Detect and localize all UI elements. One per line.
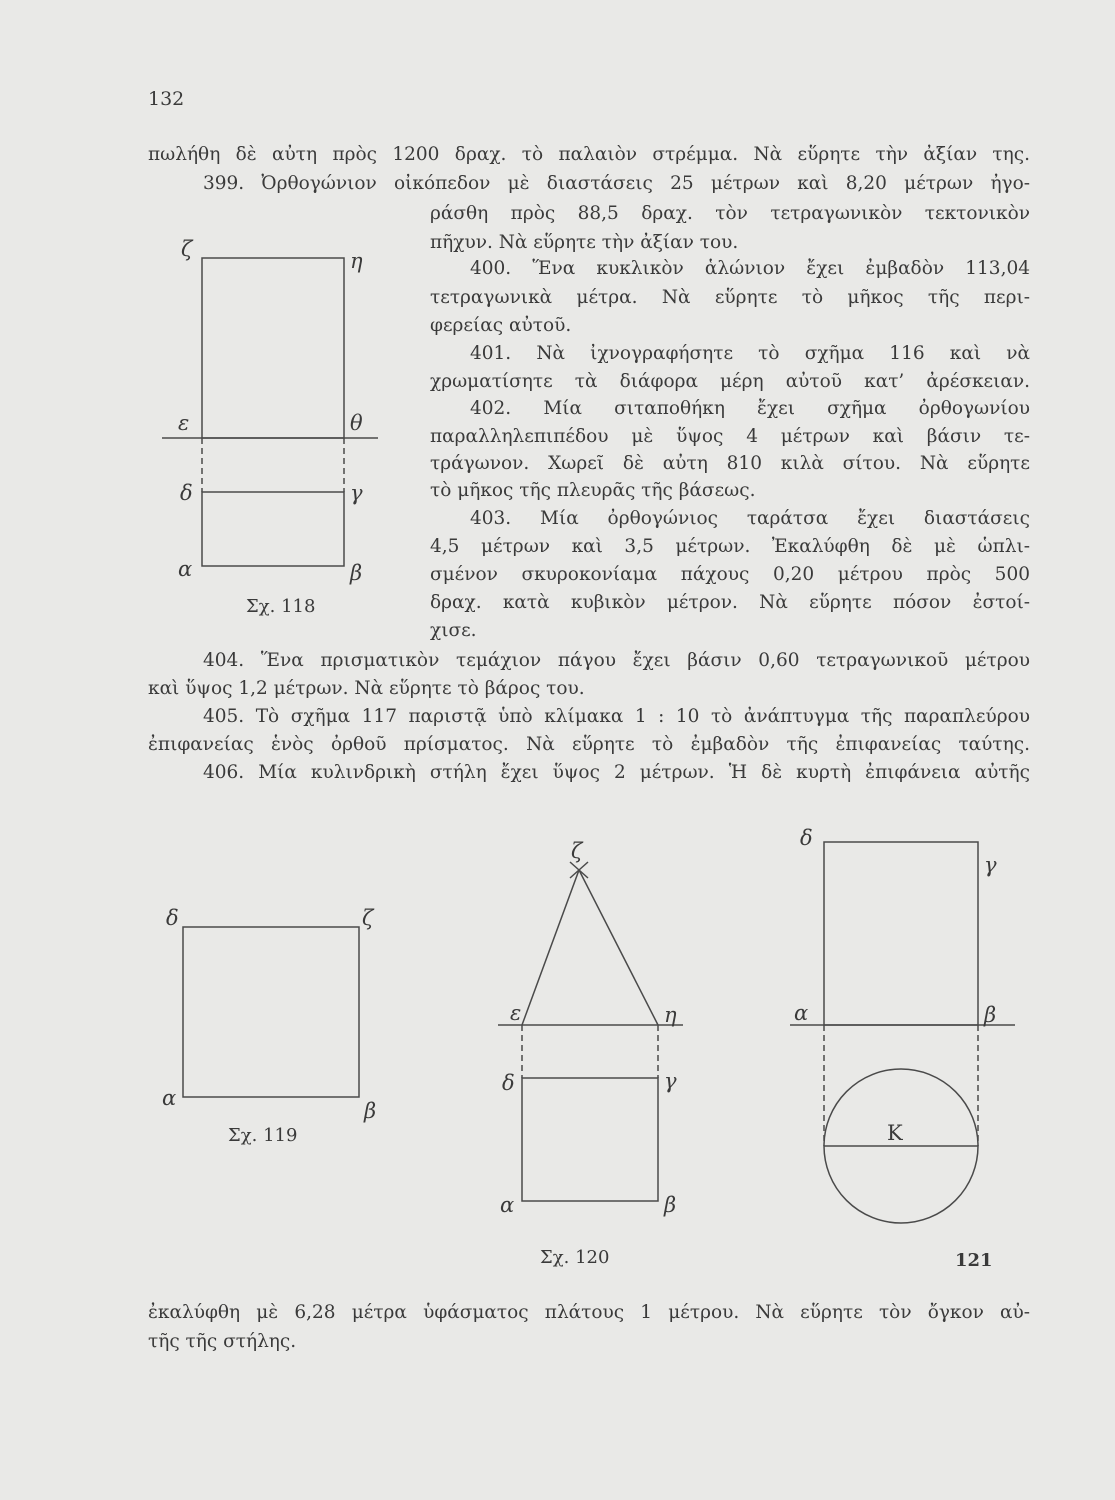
fig118-label-theta: θ [350,411,363,435]
text-line-4: πῆχυν. Νὰ εὕρητε τὴν ἀξίαν του. [430,232,739,253]
text-line-23: 406. Μία κυλινδρικὴ στήλη ἔχει ὕψος 2 μέτρων. Ἡ δὲ κυρτὴ ἐπιφάνεια αὐτῆς [203,762,1030,783]
fig119-label-delta: δ [166,906,179,930]
figure-120-caption: Σχ. 120 [540,1247,610,1268]
fig120-label-delta: δ [502,1071,515,1095]
text-line-22: ἐπιφανείας ἑνὸς ὀρθοῦ πρίσματος. Νὰ εὕρητε τὸ ἐμβαδὸν τῆς ἐπιφανείας ταύτης. [148,734,1030,755]
fig118-label-alpha: α [178,557,193,581]
text-line-12: τράγωνον. Χωρεῖ δὲ αὐτη 810 κιλὰ σίτου. Νὰ εὕρητε [430,453,1030,474]
fig120-label-beta: β [664,1193,677,1217]
fig120-label-gamma: γ [664,1069,677,1093]
text-line-25: τῆς τῆς στήλης. [148,1331,297,1352]
text-line-7: φερείας αὐτοῦ. [430,315,572,336]
figure-118-caption: Σχ. 118 [246,596,316,617]
text-line-24: ἐκαλύφθη μὲ 6,28 μέτρα ὑφάσματος πλάτους 1 μέτρου. Νὰ εὕρητε τὸν ὄγκον αὐ- [148,1302,1030,1323]
text-line-10: 402. Μία σιταποθήκη ἔχει σχῆμα ὀρθογωνίου [470,398,1030,419]
fig120-label-zeta: ζ [571,839,583,863]
fig119-square [183,927,359,1097]
fig121-label-beta: β [984,1003,997,1027]
fig119-label-beta: β [364,1099,377,1123]
figure-121-caption: 121 [955,1250,993,1271]
fig118-label-zeta: ζ [181,237,193,261]
fig118-label-beta: β [350,561,363,585]
text-line-1: πωλήθη δὲ αὐτη πρὸς 1200 δραχ. τὸ παλαιὸν στρέμμα. Νὰ εὕρητε τὴν ἀξίαν της. [148,144,1030,165]
text-line-15: 4,5 μέτρων καὶ 3,5 μέτρων. Ἐκαλύφθη δὲ μὲ ὡπλι- [430,536,1030,557]
fig121-label-kappa: Κ [887,1121,903,1145]
figure-121 [790,842,1015,1223]
text-line-14: 403. Μία ὀρθογώνιος ταράτσα ἔχει διαστάσεις [470,508,1030,529]
fig118-label-eta: η [350,249,363,273]
text-line-9: χρωματίσητε τὰ διάφορα μέρη αὐτοῦ κατ’ ἀρέσκειαν. [430,371,1030,392]
text-line-8: 401. Νὰ ἰχνογραφήσητε τὸ σχῆμα 116 καὶ νὰ [470,343,1030,364]
text-line-16: σμένον σκυροκονίαμα πάχους 0,20 μέτρου πρὸς 500 [430,564,1030,585]
page-number: 132 [148,88,185,110]
fig121-rect [824,842,978,1025]
figure-120 [498,862,683,1201]
fig120-label-epsilon: ε [510,1001,522,1025]
text-line-3: ράσθη πρὸς 88,5 δραχ. τὸν τετραγωνικὸν τεκτονικὸν [430,203,1030,224]
fig118-lower-rect [202,492,344,566]
text-line-18: χισε. [430,620,477,641]
figure-119 [183,927,359,1097]
fig121-label-delta: δ [800,826,813,850]
fig120-square [522,1078,658,1201]
text-line-17: δραχ. κατὰ κυβικὸν μέτρον. Νὰ εὕρητε πόσον ἐστοί- [430,592,1030,613]
figure-119-caption: Σχ. 119 [228,1125,298,1146]
fig120-label-eta: η [664,1003,677,1027]
fig118-upper-rect [202,258,344,438]
text-line-11: παραλληλεπιπέδου μὲ ὕψος 4 μέτρων καὶ βάσιν τε- [430,426,1030,447]
fig120-triangle-left [522,870,579,1025]
fig119-label-zeta: ζ [362,906,374,930]
fig121-label-alpha: α [794,1001,809,1025]
fig118-label-epsilon: ε [178,411,190,435]
text-line-20: καὶ ὕψος 1,2 μέτρων. Νὰ εὕρητε τὸ βάρος του. [148,678,585,699]
fig121-label-gamma: γ [984,853,997,877]
figure-118 [162,258,378,566]
fig118-label-gamma: γ [350,481,363,505]
fig119-label-alpha: α [162,1086,177,1110]
text-line-6: τετραγωνικὰ μέτρα. Νὰ εὕρητε τὸ μῆκος τῆς περι- [430,287,1030,308]
text-line-19: 404. Ἕνα πρισματικὸν τεμάχιον πάγου ἔχει βάσιν 0,60 τετραγωνικοῦ μέτρου [203,650,1030,671]
fig118-label-delta: δ [180,481,193,505]
text-line-21: 405. Τὸ σχῆμα 117 παριστᾷ ὑπὸ κλίμακα 1 : 10 τὸ ἀνάπτυγμα τῆς παραπλεύρου [203,706,1030,727]
text-line-5: 400. Ἕνα κυκλικὸν ἁλώνιον ἔχει ἐμβαδὸν 113,04 [470,258,1030,279]
fig120-label-alpha: α [500,1193,515,1217]
fig120-triangle-right [579,870,658,1025]
text-line-13: τὸ μῆκος τῆς πλευρᾶς τῆς βάσεως. [430,480,756,501]
text-line-2: 399. Ὀρθογώνιον οἰκόπεδον μὲ διαστάσεις 25 μέτρων καὶ 8,20 μέτρων ἠγο- [203,173,1030,194]
